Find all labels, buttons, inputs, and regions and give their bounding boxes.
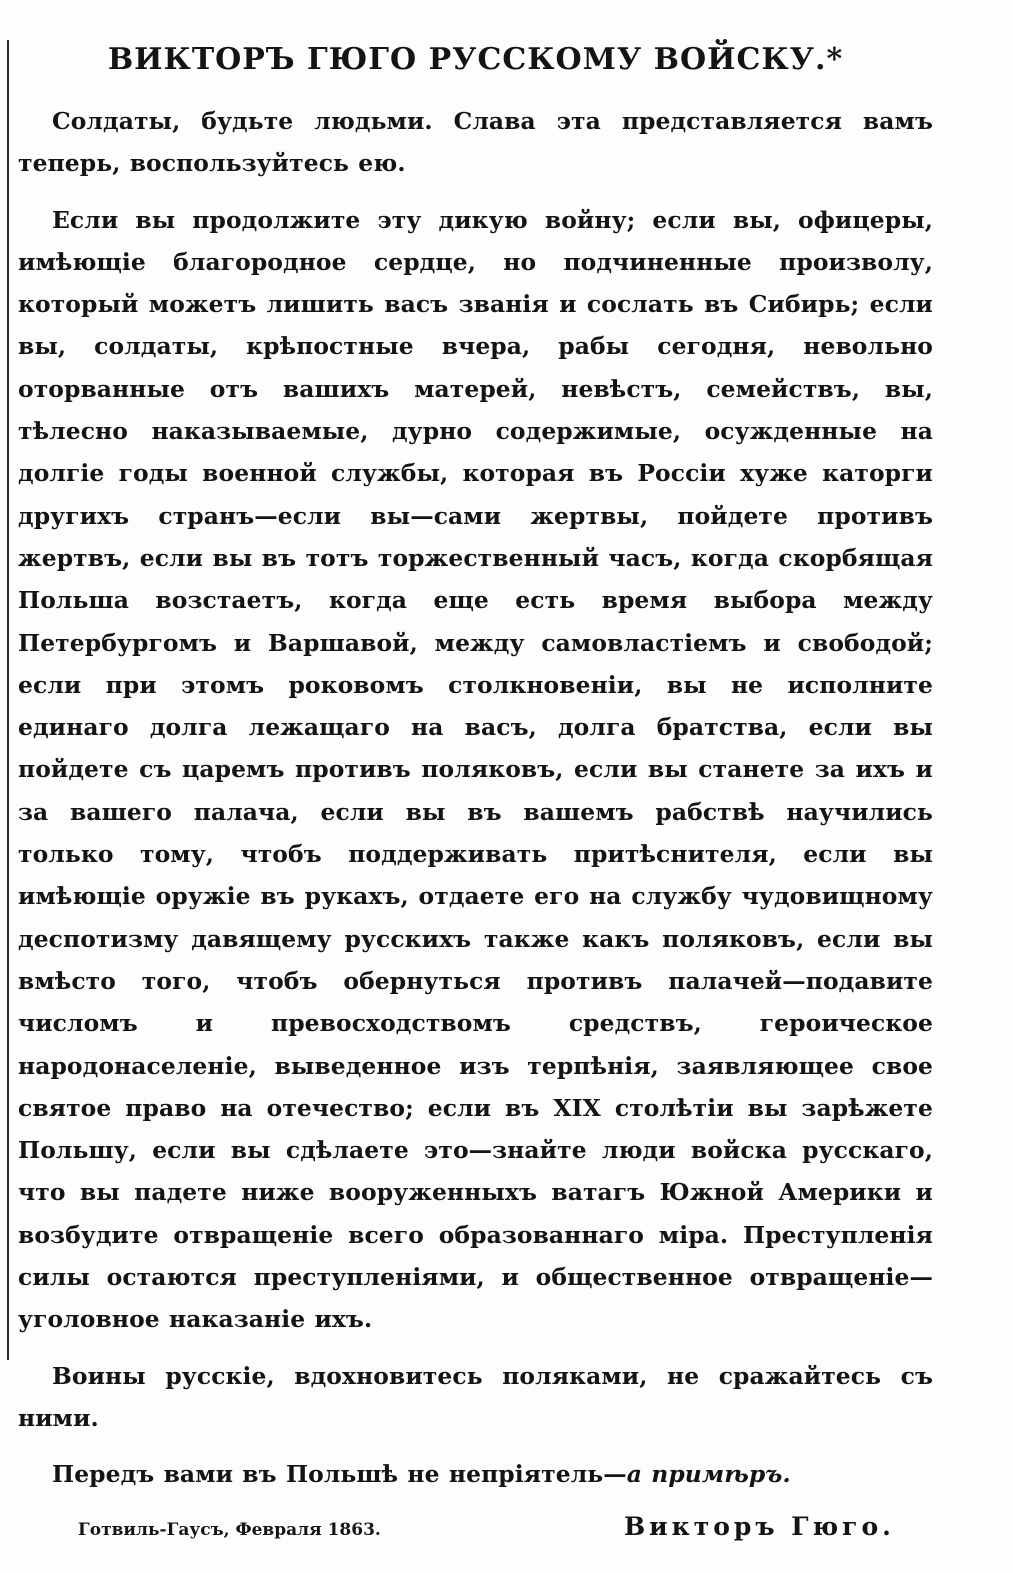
paragraph-1: Солдаты, будьте людьми. Слава эта представляется вамъ теперь, воспользуйтесь ею. (18, 107, 933, 178)
article (18, 42, 933, 1510)
margin-rule (7, 40, 9, 1360)
paragraph-2: Если вы продолжите эту дикую войну; если вы, офицеры, имѣющіе благородное сердце, но подчиненные произволу, который можетъ лишить васъ званія и сослать въ Сибирь; если вы, солдаты, крѣпостные вчера, рабы сегодня, невольно оторванные отъ вашихъ матерей, невѣстъ, семействъ, вы, тѣлесно наказываемые, дурно содержимые, осужденные на долгіе годы военной службы, которая въ Россіи хуже каторги другихъ странъ—если вы—сами жертвы, пойдете противъ жертвъ, если вы въ тотъ торжественный часъ, когда скорбящая Польша возстаетъ, когда еще есть время выбора между Петербургомъ и Варшавой, между самовластіемъ и свободой; если при этомъ роковомъ столкновеніи, вы не исполните единаго долга лежащаго на васъ, долга братства, если вы пойдете съ царемъ противъ поляковъ, если вы станете за ихъ и за вашего палача, если вы въ вашемъ рабствѣ научились только тому, чтобъ поддерживать притѣснителя, если вы имѣющіе оружіе въ рукахъ, отдаете его на службу чудовищному деспотизму давящему русскихъ также какъ поляковъ, если вы вмѣсто того, чтобъ обернуться противъ палачей—подавите числомъ и превосходствомъ средствъ, героическое народонаселеніе, выведенное изъ терпѣнія, заявляющее свое святое право на отечество; если въ XIX столѣтіи вы зарѣжете Польшу, если вы сдѣлаете это—знайте люди войска русскаго, что вы падете ниже вооруженныхъ ватагъ Южной Америки и возбудите отвращеніе всего образованнаго міра. Преступленія силы остаются преступленіями, и общественное отвращеніе—уголовное наказаніе ихъ. (18, 205, 933, 1334)
closing-line (18, 1453, 933, 1495)
place-date: Готвиль-Гаусъ, Февраля 1863. (78, 1520, 381, 1540)
closing-text: Передъ вами въ Польшѣ не непріятель— (52, 1460, 627, 1489)
footer (78, 1510, 898, 1550)
closing-emphasis: а примѣръ. (626, 1460, 791, 1489)
paragraph-3: Воины русскіе, вдохновитесь поляками, не сражайтесь съ ними. (18, 1361, 933, 1432)
article-title: ВИКТОРЪ ГЮГО РУССКОМУ ВОЙСКУ.* (107, 42, 844, 77)
signature: Викторъ Гюго. (624, 1512, 895, 1541)
